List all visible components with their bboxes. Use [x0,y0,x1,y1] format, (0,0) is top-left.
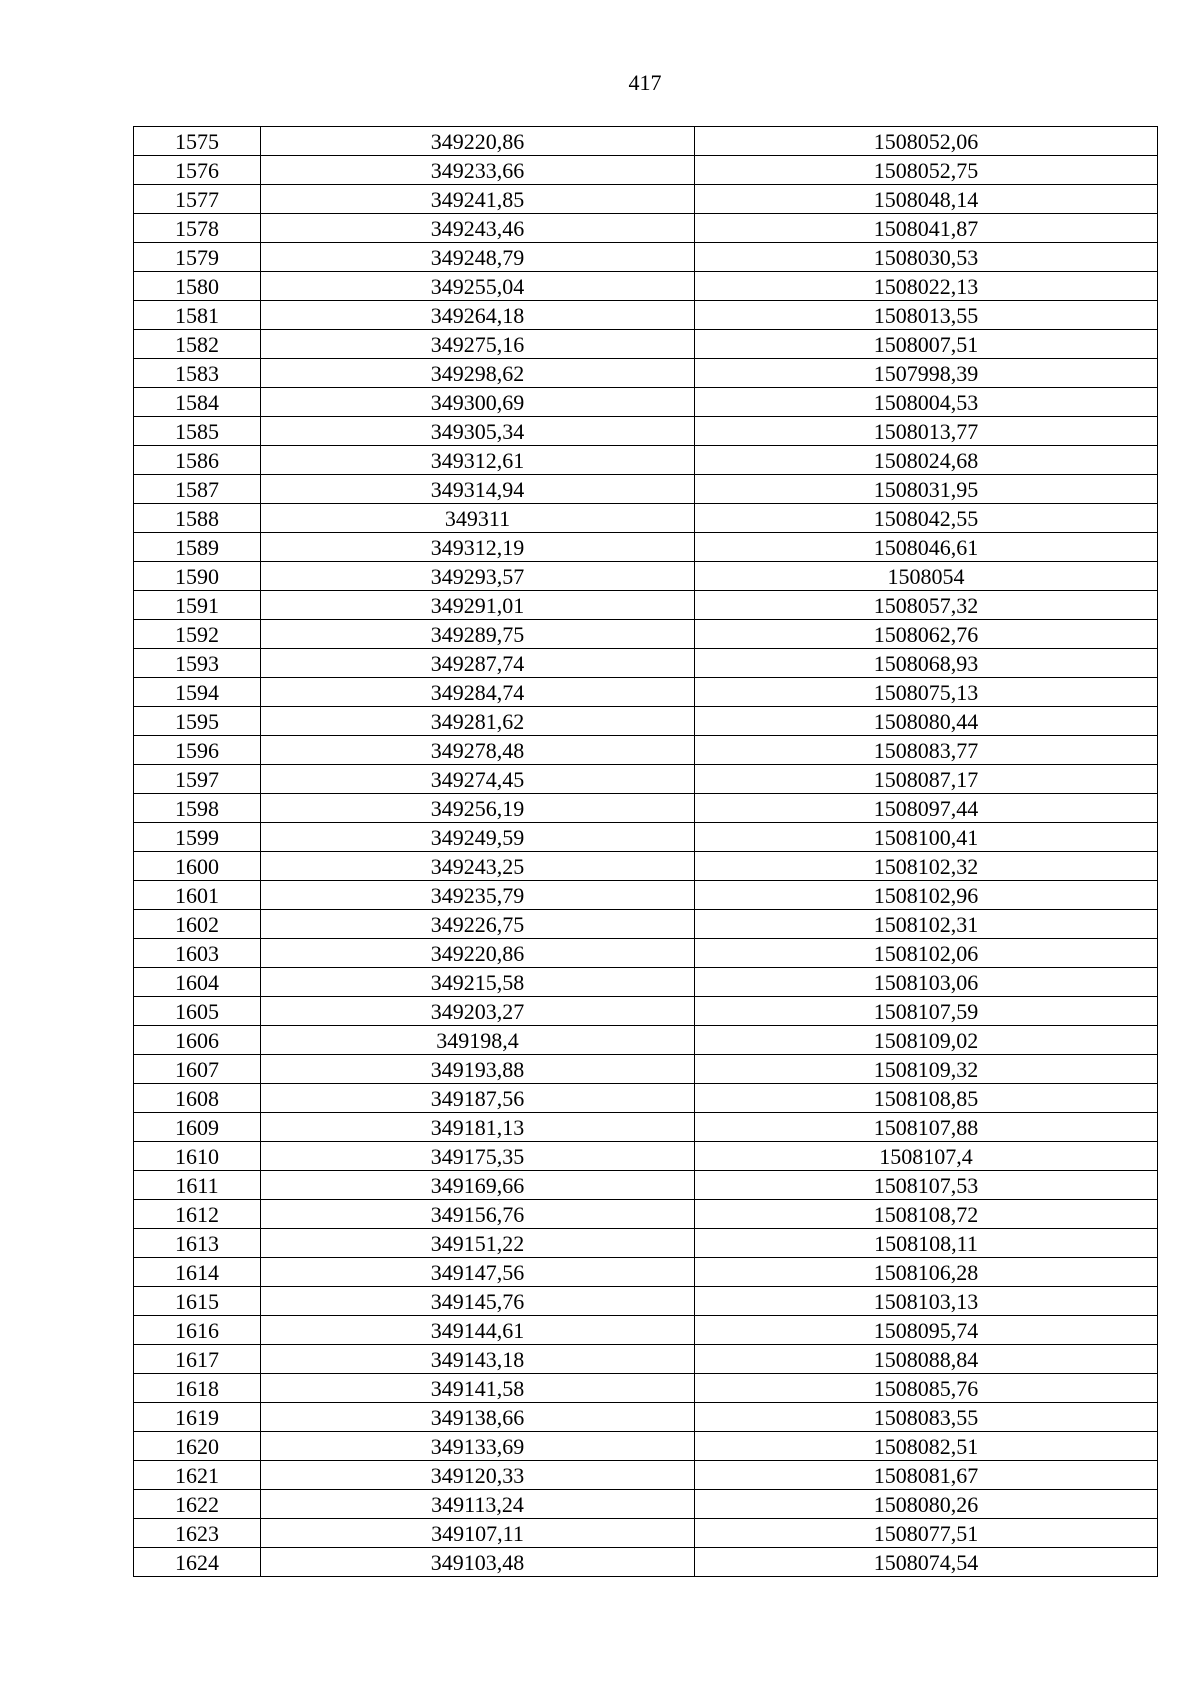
x-coordinate-cell: 349107,11 [261,1519,695,1548]
point-number-cell: 1581 [134,301,261,330]
y-coordinate-cell: 1508109,02 [695,1026,1158,1055]
y-coordinate-cell: 1508080,26 [695,1490,1158,1519]
point-number-cell: 1584 [134,388,261,417]
y-coordinate-cell: 1508102,06 [695,939,1158,968]
point-number-cell: 1592 [134,620,261,649]
table-row [134,475,1158,504]
y-coordinate-cell: 1508024,68 [695,446,1158,475]
point-number-cell: 1591 [134,591,261,620]
point-number-cell: 1576 [134,156,261,185]
y-coordinate-cell: 1508054 [695,562,1158,591]
table-row [134,1316,1158,1345]
table-row [134,214,1158,243]
table-row [134,1548,1158,1577]
table-row [134,1084,1158,1113]
y-coordinate-cell: 1508082,51 [695,1432,1158,1461]
x-coordinate-cell: 349281,62 [261,707,695,736]
point-number-cell: 1620 [134,1432,261,1461]
y-coordinate-cell: 1508080,44 [695,707,1158,736]
table-row [134,1171,1158,1200]
point-number-cell: 1613 [134,1229,261,1258]
table-row [134,1055,1158,1084]
point-number-cell: 1607 [134,1055,261,1084]
point-number-cell: 1614 [134,1258,261,1287]
y-coordinate-cell: 1508107,88 [695,1113,1158,1142]
point-number-cell: 1623 [134,1519,261,1548]
x-coordinate-cell: 349284,74 [261,678,695,707]
table-row [134,272,1158,301]
point-number-cell: 1595 [134,707,261,736]
table-row [134,997,1158,1026]
y-coordinate-cell: 1508103,13 [695,1287,1158,1316]
coordinates-table [133,126,1158,1577]
table-row [134,330,1158,359]
x-coordinate-cell: 349147,56 [261,1258,695,1287]
x-coordinate-cell: 349181,13 [261,1113,695,1142]
point-number-cell: 1580 [134,272,261,301]
point-number-cell: 1578 [134,214,261,243]
table-row [134,1461,1158,1490]
y-coordinate-cell: 1508102,31 [695,910,1158,939]
point-number-cell: 1594 [134,678,261,707]
table-row [134,504,1158,533]
y-coordinate-cell: 1508083,55 [695,1403,1158,1432]
point-number-cell: 1590 [134,562,261,591]
table-row [134,1345,1158,1374]
point-number-cell: 1599 [134,823,261,852]
x-coordinate-cell: 349287,74 [261,649,695,678]
y-coordinate-cell: 1508103,06 [695,968,1158,997]
point-number-cell: 1602 [134,910,261,939]
table-row [134,1142,1158,1171]
x-coordinate-cell: 349311 [261,504,695,533]
point-number-cell: 1586 [134,446,261,475]
x-coordinate-cell: 349193,88 [261,1055,695,1084]
x-coordinate-cell: 349241,85 [261,185,695,214]
x-coordinate-cell: 349141,58 [261,1374,695,1403]
x-coordinate-cell: 349275,16 [261,330,695,359]
point-number-cell: 1600 [134,852,261,881]
y-coordinate-cell: 1508108,11 [695,1229,1158,1258]
y-coordinate-cell: 1508030,53 [695,243,1158,272]
table-row [134,446,1158,475]
table-row [134,301,1158,330]
x-coordinate-cell: 349187,56 [261,1084,695,1113]
y-coordinate-cell: 1508107,59 [695,997,1158,1026]
table-row [134,1229,1158,1258]
table-row [134,736,1158,765]
point-number-cell: 1577 [134,185,261,214]
x-coordinate-cell: 349175,35 [261,1142,695,1171]
x-coordinate-cell: 349138,66 [261,1403,695,1432]
y-coordinate-cell: 1508013,55 [695,301,1158,330]
y-coordinate-cell: 1508052,75 [695,156,1158,185]
x-coordinate-cell: 349312,19 [261,533,695,562]
point-number-cell: 1619 [134,1403,261,1432]
table-row [134,591,1158,620]
table-row [134,1113,1158,1142]
table-row [134,823,1158,852]
table-row [134,562,1158,591]
point-number-cell: 1593 [134,649,261,678]
table-row [134,881,1158,910]
page-number: 417 [628,70,662,95]
table-row [134,1403,1158,1432]
table-row [134,185,1158,214]
y-coordinate-cell: 1508007,51 [695,330,1158,359]
x-coordinate-cell: 349133,69 [261,1432,695,1461]
x-coordinate-cell: 349169,66 [261,1171,695,1200]
y-coordinate-cell: 1508097,44 [695,794,1158,823]
table-row [134,852,1158,881]
y-coordinate-cell: 1508108,72 [695,1200,1158,1229]
x-coordinate-cell: 349220,86 [261,127,695,156]
table-row [134,707,1158,736]
x-coordinate-cell: 349203,27 [261,997,695,1026]
y-coordinate-cell: 1508048,14 [695,185,1158,214]
x-coordinate-cell: 349233,66 [261,156,695,185]
table-row [134,359,1158,388]
y-coordinate-cell: 1508085,76 [695,1374,1158,1403]
y-coordinate-cell: 1508068,93 [695,649,1158,678]
y-coordinate-cell: 1508083,77 [695,736,1158,765]
point-number-cell: 1612 [134,1200,261,1229]
x-coordinate-cell: 349226,75 [261,910,695,939]
y-coordinate-cell: 1508088,84 [695,1345,1158,1374]
point-number-cell: 1588 [134,504,261,533]
table-row [134,1200,1158,1229]
point-number-cell: 1589 [134,533,261,562]
x-coordinate-cell: 349300,69 [261,388,695,417]
x-coordinate-cell: 349151,22 [261,1229,695,1258]
x-coordinate-cell: 349264,18 [261,301,695,330]
point-number-cell: 1608 [134,1084,261,1113]
x-coordinate-cell: 349243,46 [261,214,695,243]
y-coordinate-cell: 1508052,06 [695,127,1158,156]
table-row [134,243,1158,272]
table-row [134,939,1158,968]
y-coordinate-cell: 1508057,32 [695,591,1158,620]
x-coordinate-cell: 349256,19 [261,794,695,823]
point-number-cell: 1624 [134,1548,261,1577]
table-row [134,1258,1158,1287]
y-coordinate-cell: 1508077,51 [695,1519,1158,1548]
x-coordinate-cell: 349144,61 [261,1316,695,1345]
x-coordinate-cell: 349243,25 [261,852,695,881]
y-coordinate-cell: 1508102,96 [695,881,1158,910]
y-coordinate-cell: 1508042,55 [695,504,1158,533]
table-row [134,765,1158,794]
table-row [134,649,1158,678]
x-coordinate-cell: 349289,75 [261,620,695,649]
table-row [134,968,1158,997]
point-number-cell: 1582 [134,330,261,359]
point-number-cell: 1587 [134,475,261,504]
x-coordinate-cell: 349255,04 [261,272,695,301]
y-coordinate-cell: 1508102,32 [695,852,1158,881]
point-number-cell: 1583 [134,359,261,388]
x-coordinate-cell: 349278,48 [261,736,695,765]
point-number-cell: 1616 [134,1316,261,1345]
y-coordinate-cell: 1508022,13 [695,272,1158,301]
x-coordinate-cell: 349198,4 [261,1026,695,1055]
x-coordinate-cell: 349314,94 [261,475,695,504]
x-coordinate-cell: 349120,33 [261,1461,695,1490]
point-number-cell: 1605 [134,997,261,1026]
point-number-cell: 1579 [134,243,261,272]
table-row [134,417,1158,446]
y-coordinate-cell: 1508062,76 [695,620,1158,649]
x-coordinate-cell: 349220,86 [261,939,695,968]
x-coordinate-cell: 349298,62 [261,359,695,388]
y-coordinate-cell: 1508107,53 [695,1171,1158,1200]
coordinates-table-body [134,127,1158,1577]
table-row [134,127,1158,156]
y-coordinate-cell: 1508046,61 [695,533,1158,562]
x-coordinate-cell: 349235,79 [261,881,695,910]
table-row [134,1374,1158,1403]
table-row [134,1432,1158,1461]
point-number-cell: 1609 [134,1113,261,1142]
x-coordinate-cell: 349274,45 [261,765,695,794]
y-coordinate-cell: 1507998,39 [695,359,1158,388]
y-coordinate-cell: 1508031,95 [695,475,1158,504]
y-coordinate-cell: 1508108,85 [695,1084,1158,1113]
point-number-cell: 1617 [134,1345,261,1374]
y-coordinate-cell: 1508109,32 [695,1055,1158,1084]
y-coordinate-cell: 1508074,54 [695,1548,1158,1577]
x-coordinate-cell: 349145,76 [261,1287,695,1316]
x-coordinate-cell: 349156,76 [261,1200,695,1229]
point-number-cell: 1601 [134,881,261,910]
y-coordinate-cell: 1508087,17 [695,765,1158,794]
table-row [134,910,1158,939]
y-coordinate-cell: 1508106,28 [695,1258,1158,1287]
point-number-cell: 1606 [134,1026,261,1055]
table-row [134,388,1158,417]
table-row [134,1026,1158,1055]
y-coordinate-cell: 1508041,87 [695,214,1158,243]
x-coordinate-cell: 349248,79 [261,243,695,272]
y-coordinate-cell: 1508081,67 [695,1461,1158,1490]
table-row [134,678,1158,707]
point-number-cell: 1621 [134,1461,261,1490]
table-row [134,794,1158,823]
point-number-cell: 1597 [134,765,261,794]
x-coordinate-cell: 349291,01 [261,591,695,620]
x-coordinate-cell: 349312,61 [261,446,695,475]
x-coordinate-cell: 349113,24 [261,1490,695,1519]
table-row [134,156,1158,185]
x-coordinate-cell: 349103,48 [261,1548,695,1577]
point-number-cell: 1610 [134,1142,261,1171]
x-coordinate-cell: 349293,57 [261,562,695,591]
point-number-cell: 1603 [134,939,261,968]
point-number-cell: 1604 [134,968,261,997]
y-coordinate-cell: 1508100,41 [695,823,1158,852]
x-coordinate-cell: 349249,59 [261,823,695,852]
point-number-cell: 1618 [134,1374,261,1403]
x-coordinate-cell: 349143,18 [261,1345,695,1374]
point-number-cell: 1615 [134,1287,261,1316]
point-number-cell: 1611 [134,1171,261,1200]
y-coordinate-cell: 1508013,77 [695,417,1158,446]
point-number-cell: 1598 [134,794,261,823]
point-number-cell: 1585 [134,417,261,446]
y-coordinate-cell: 1508095,74 [695,1316,1158,1345]
point-number-cell: 1596 [134,736,261,765]
table-row [134,1519,1158,1548]
point-number-cell: 1575 [134,127,261,156]
y-coordinate-cell: 1508075,13 [695,678,1158,707]
x-coordinate-cell: 349305,34 [261,417,695,446]
y-coordinate-cell: 1508107,4 [695,1142,1158,1171]
table-row [134,1490,1158,1519]
x-coordinate-cell: 349215,58 [261,968,695,997]
table-row [134,620,1158,649]
point-number-cell: 1622 [134,1490,261,1519]
y-coordinate-cell: 1508004,53 [695,388,1158,417]
table-row [134,533,1158,562]
table-row [134,1287,1158,1316]
